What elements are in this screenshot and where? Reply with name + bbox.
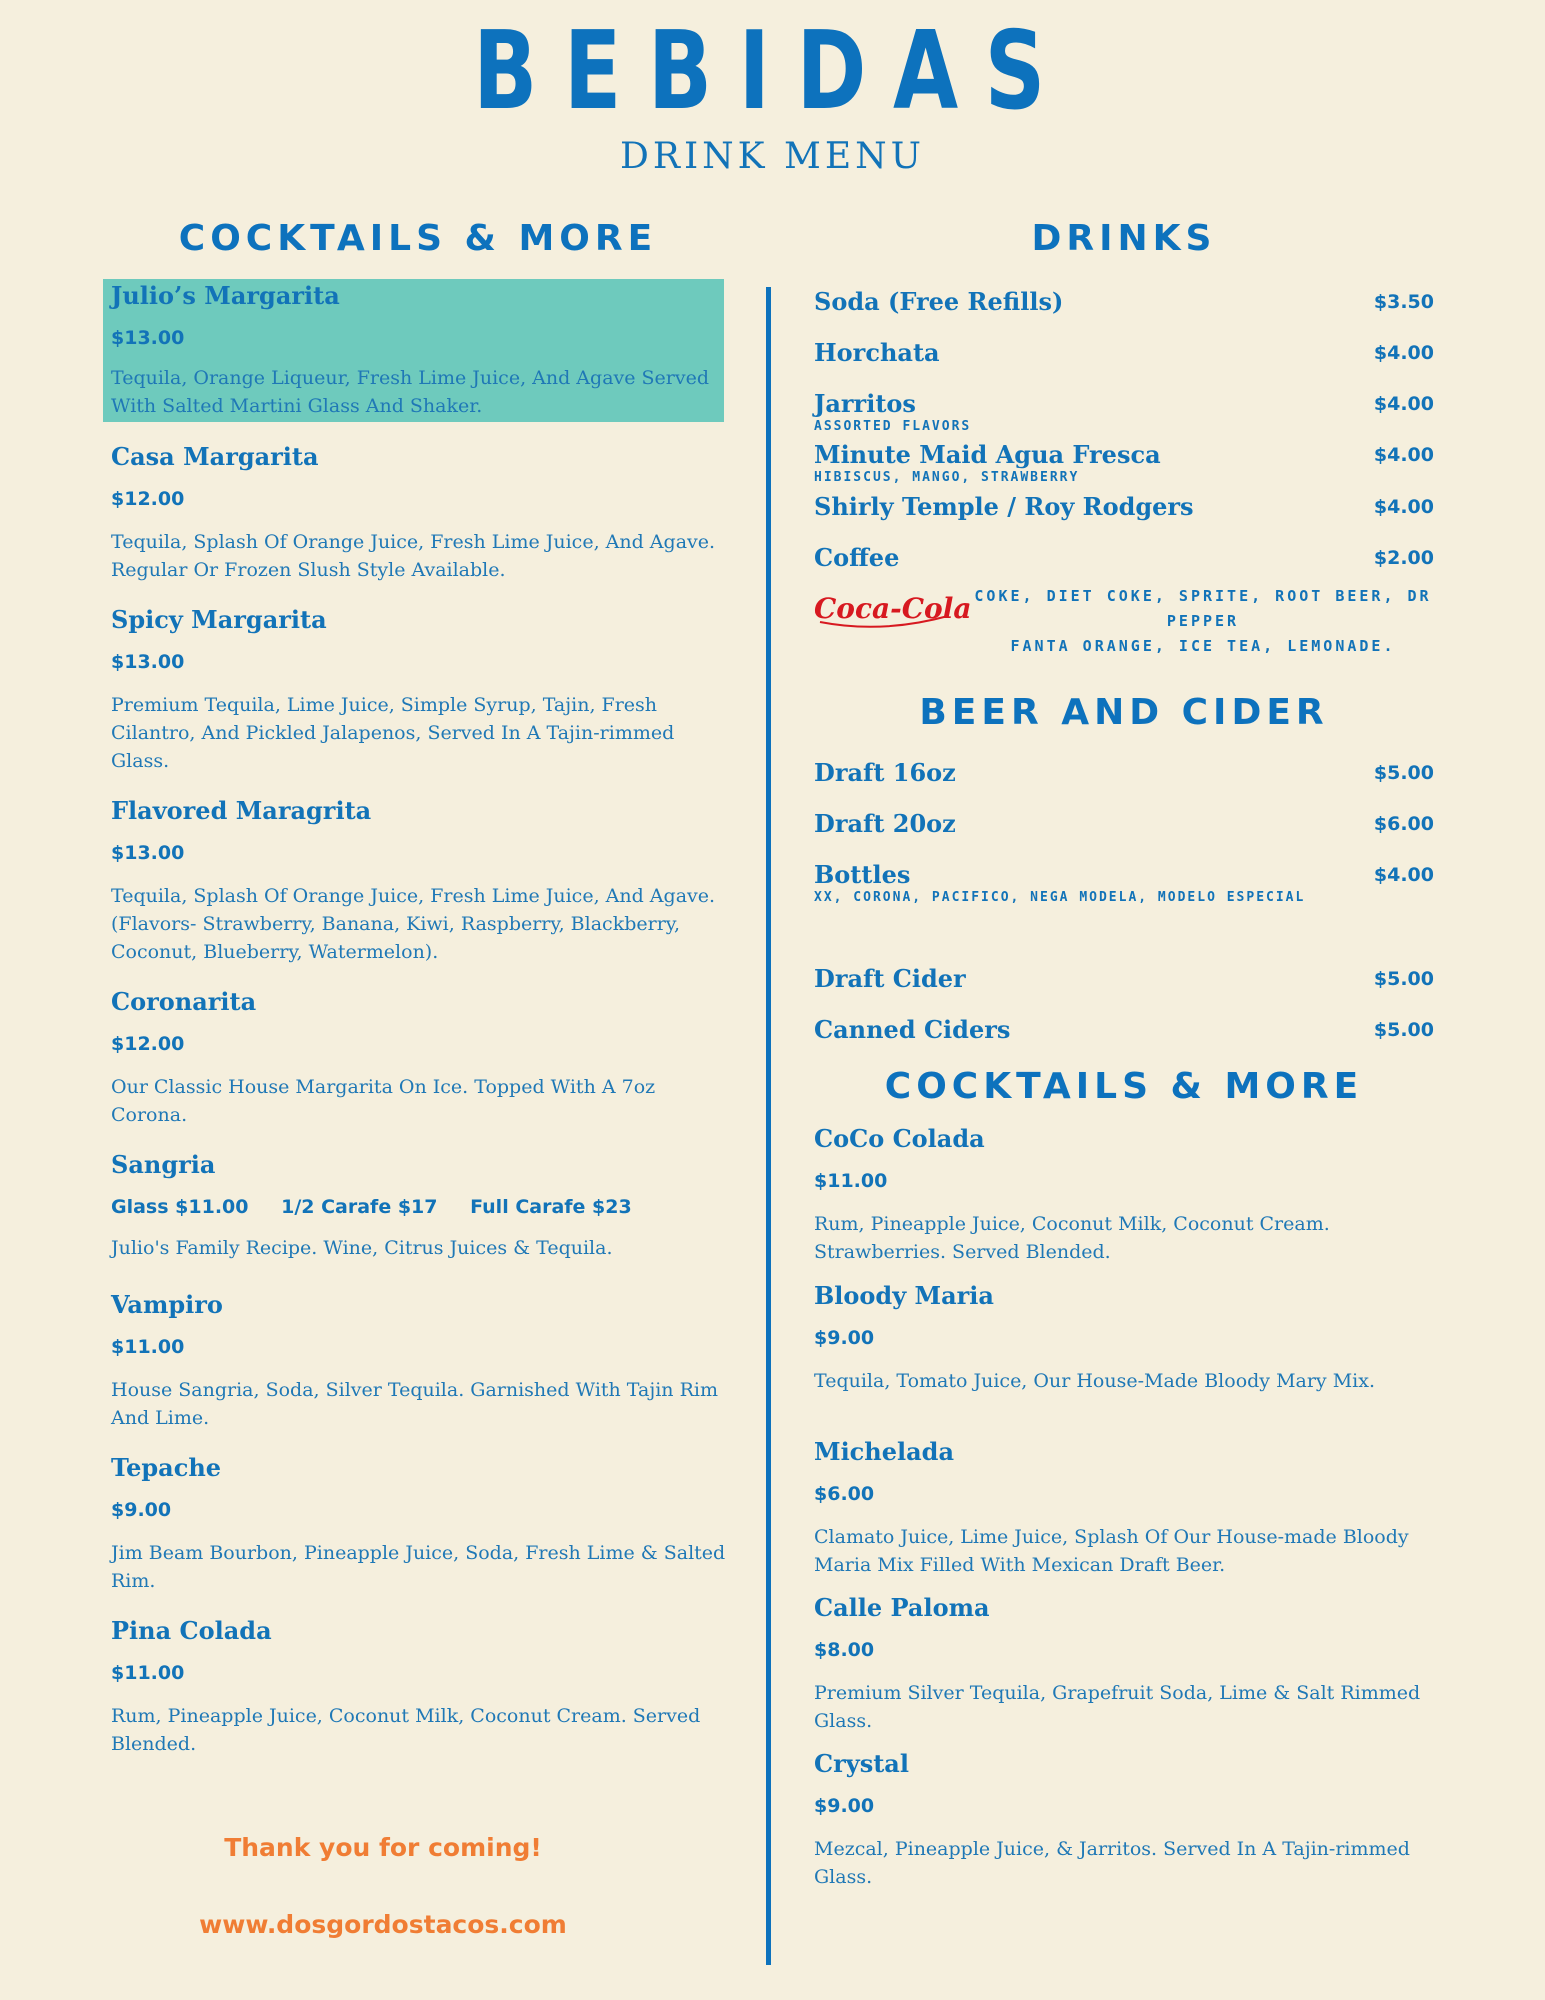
menu-item-vampiro — [103, 1290, 733, 1430]
item-price: $8.00 — [814, 1639, 875, 1661]
drink-price: $2.00 — [1373, 547, 1434, 569]
item-description: Rum, Pineapple Juice, Coconut Milk, Coconut Cream. Served Blended. — [111, 1705, 701, 1755]
beer-price: $5.00 — [1373, 968, 1434, 990]
menu-item-casa-margarita — [103, 442, 733, 582]
item-name: Julio’s Margarita — [111, 281, 340, 310]
menu-item-coco-colada — [806, 1124, 1446, 1264]
item-price: $12.00 — [111, 488, 185, 510]
item-price: $13.00 — [111, 327, 185, 349]
drink-name: Jarritos — [814, 389, 916, 418]
item-name: Vampiro — [111, 1290, 223, 1319]
website-link[interactable]: www.dosgordostacos.com — [199, 1910, 567, 1939]
item-description: Mezcal, Pineapple Juice, & Jarritos. Served In A Tajin-rimmed Glass. — [814, 1838, 1410, 1888]
beer-name: Draft 16oz — [814, 758, 956, 787]
menu-item-crystal — [806, 1749, 1446, 1889]
soda-list-line-2: FANTA ORANGE, ICE TEA, LEMONADE. — [1010, 637, 1396, 655]
menu-item-flavored-margarita — [103, 796, 733, 966]
menu-item-julios-margarita — [103, 279, 724, 422]
beer-name: Canned Ciders — [814, 1015, 1011, 1044]
beer-cider-heading: BEER AND CIDER — [919, 692, 1329, 733]
item-price: $13.00 — [111, 842, 185, 864]
item-price: $9.00 — [814, 1327, 875, 1349]
column-divider — [766, 287, 771, 1965]
drink-price: $4.00 — [1373, 496, 1434, 518]
drink-name: Coffee — [814, 543, 900, 572]
item-description: Our Classic House Margarita On Ice. Topped With A 7oz Corona. — [111, 1076, 656, 1126]
item-description: Tequila, Tomato Juice, Our House-Made Bloody Mary Mix. — [814, 1370, 1375, 1392]
price-glass: Glass $11.00 — [111, 1196, 249, 1218]
price-half-carafe: 1/2 Carafe $17 — [281, 1196, 438, 1218]
item-name: CoCo Colada — [814, 1124, 985, 1153]
menu-item-spicy-margarita — [103, 605, 733, 775]
beer-name: Draft 20oz — [814, 809, 956, 838]
sangria-prices — [111, 1196, 658, 1218]
drink-name: Horchata — [814, 338, 940, 367]
item-description: Julio's Family Recipe. Wine, Citrus Juices & Tequila. — [111, 1237, 613, 1259]
item-description: Tequila, Splash Of Orange Juice, Fresh Lime Juice, And Agave. Regular Or Frozen Slush Style Available. — [111, 531, 716, 581]
item-name: Sangria — [111, 1150, 216, 1179]
item-price: $11.00 — [111, 1336, 185, 1358]
drink-price: $4.00 — [1373, 342, 1434, 364]
item-description: House Sangria, Soda, Silver Tequila. Garnished With Tajin Rim And Lime. — [111, 1379, 718, 1429]
item-name: Flavored Maragrita — [111, 796, 372, 825]
menu-item-coronarita — [103, 987, 733, 1127]
menu-item-pina-colada — [103, 1616, 733, 1756]
coca-cola-logo — [812, 582, 972, 632]
item-name: Spicy Margarita — [111, 605, 327, 634]
item-name: Calle Paloma — [814, 1593, 990, 1622]
drink-name: Shirly Temple / Roy Rodgers — [814, 492, 1194, 521]
drink-note: HIBISCUS, MANGO, STRAWBERRY — [814, 470, 1080, 485]
item-price: $6.00 — [814, 1483, 875, 1505]
item-price: $9.00 — [111, 1499, 172, 1521]
soda-list-line-1: COKE, DIET COKE, SPRITE, ROOT BEER, DR PEPPER — [974, 587, 1432, 630]
soda-flavor-list — [958, 584, 1448, 659]
coca-cola-logo-text: Coca-Cola — [814, 592, 972, 625]
item-name: Michelada — [814, 1437, 955, 1466]
beer-price: $6.00 — [1373, 813, 1434, 835]
menu-subtitle: DRINK MENU — [619, 136, 925, 177]
left-cocktails-heading: COCKTAILS & MORE — [178, 218, 658, 259]
item-name: Tepache — [111, 1453, 222, 1482]
right-cocktails-heading: COCKTAILS & MORE — [884, 1066, 1364, 1107]
item-description: Premium Silver Tequila, Grapefruit Soda, Lime & Salt Rimmed Glass. — [814, 1682, 1421, 1732]
menu-item-calle-paloma — [806, 1593, 1446, 1733]
item-description: Rum, Pineapple Juice, Coconut Milk, Coconut Cream. Strawberries. Served Blended. — [814, 1213, 1330, 1263]
item-description: Tequila, Orange Liqueur, Fresh Lime Juice, And Agave Served With Salted Martini Glass And Shaker. — [111, 367, 710, 417]
item-description: Premium Tequila, Lime Juice, Simple Syrup, Tajin, Fresh Cilantro, And Pickled Jalapenos, Served In A Tajin-rimmed Glass. — [111, 694, 675, 772]
drink-name: Soda (Free Refills) — [814, 287, 1064, 316]
beer-price: $4.00 — [1373, 864, 1434, 886]
item-description: Tequila, Splash Of Orange Juice, Fresh Lime Juice, And Agave. (Flavors- Strawberry, Banana, Kiwi, Raspberry, Blackberry, Coconut, Blueberry, Watermelon). — [111, 885, 716, 963]
item-price: $11.00 — [814, 1170, 888, 1192]
menu-item-sangria — [103, 1150, 733, 1270]
drink-price: $4.00 — [1373, 444, 1434, 466]
item-price: $9.00 — [814, 1795, 875, 1817]
item-name: Crystal — [814, 1749, 909, 1778]
item-name: Bloody Maria — [814, 1281, 994, 1310]
drink-price: $4.00 — [1373, 393, 1434, 415]
beer-name: Draft Cider — [814, 964, 966, 993]
item-name: Coronarita — [111, 987, 257, 1016]
beer-price: $5.00 — [1373, 1019, 1434, 1041]
price-full-carafe: Full Carafe $23 — [470, 1196, 632, 1218]
menu-item-tepache — [103, 1453, 733, 1593]
drinks-heading: DRINKS — [1031, 218, 1217, 259]
menu-item-michelada — [806, 1437, 1446, 1577]
menu-title: BEBIDAS — [473, 9, 1072, 134]
thank-you-message: Thank you for coming! — [224, 1833, 542, 1862]
item-price: $11.00 — [111, 1662, 185, 1684]
drink-price: $3.50 — [1373, 291, 1434, 313]
beer-note: XX, CORONA, PACIFICO, NEGA MODELA, MODELO ESPECIAL — [814, 890, 1306, 905]
beer-price: $5.00 — [1373, 762, 1434, 784]
item-name: Casa Margarita — [111, 442, 319, 471]
drink-name: Minute Maid Agua Fresca — [814, 440, 1161, 469]
menu-item-bloody-maria — [806, 1281, 1446, 1421]
item-description: Jim Beam Bourbon, Pineapple Juice, Soda, Fresh Lime & Salted Rim. — [111, 1542, 726, 1592]
item-price: $12.00 — [111, 1033, 185, 1055]
item-price: $13.00 — [111, 651, 185, 673]
item-description: Clamato Juice, Lime Juice, Splash Of Our House-made Bloody Maria Mix Filled With Mexican Draft Beer. — [814, 1526, 1409, 1576]
beer-name: Bottles — [814, 860, 911, 889]
drink-note: ASSORTED FLAVORS — [814, 419, 972, 434]
item-name: Pina Colada — [111, 1616, 272, 1645]
